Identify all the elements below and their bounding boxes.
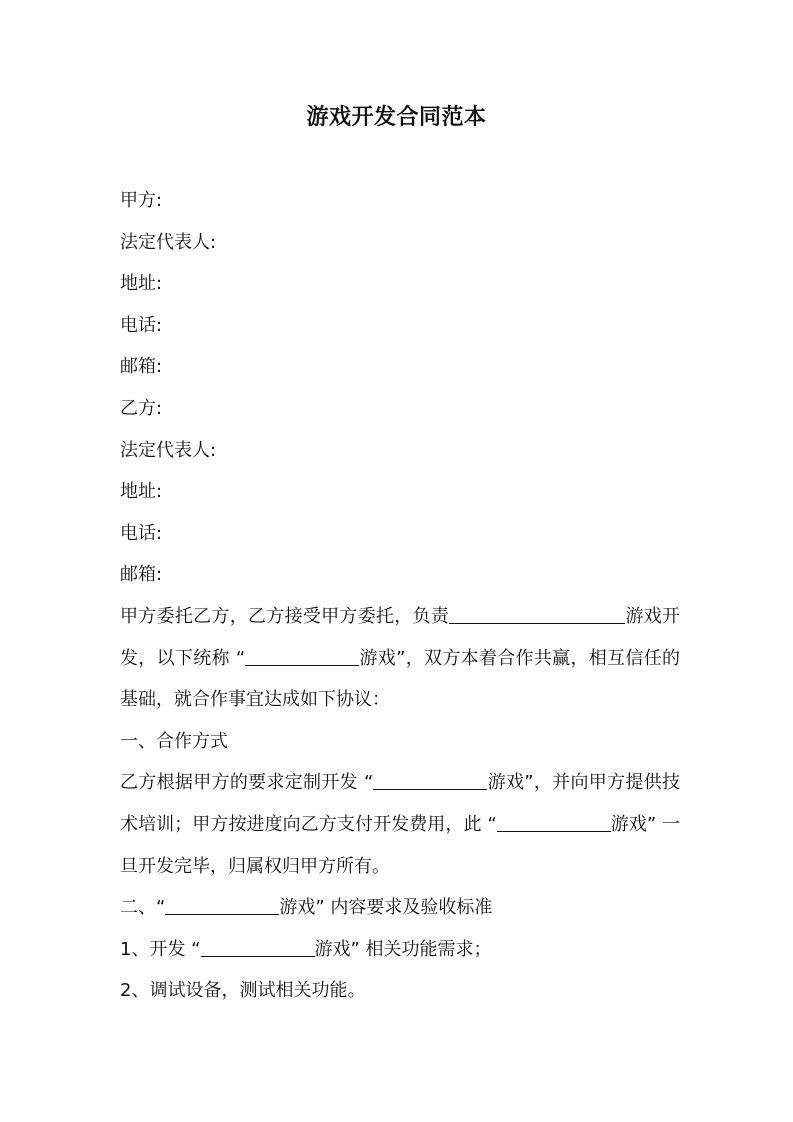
section-1-text-1: 乙方根据甲方的要求定制开发 “ xyxy=(120,772,374,794)
party-a-rep-label: 法定代表人: xyxy=(120,231,217,253)
section-2-item-2: 2、调试设备，测试相关功能。 xyxy=(120,980,366,1002)
game-name-blank xyxy=(449,605,625,624)
section-2-item-1-text-1: 1、开发 “ xyxy=(120,938,201,960)
party-b-phone-label: 电话: xyxy=(120,522,163,544)
party-a-address-label: 地址: xyxy=(120,273,163,295)
section-2-heading-text-2: 游戏” 内容要求及验收标准 xyxy=(279,897,493,919)
game-name-blank xyxy=(245,647,359,666)
party-a-phone-label: 电话: xyxy=(120,314,163,336)
game-name-blank xyxy=(497,813,611,832)
party-b-rep-label: 法定代表人: xyxy=(120,439,217,461)
document-title: 游戏开发合同范本 xyxy=(306,105,487,130)
section-2-heading xyxy=(120,887,680,929)
party-a-name-label: 甲方: xyxy=(120,190,163,211)
party-b-email-label: 邮箱: xyxy=(120,564,163,586)
intro-text-1: 甲方委托乙方，乙方接受甲方委托，负责 xyxy=(120,605,450,627)
section-1-text-2: 游戏”，并向甲方提供技术培训；甲方按进度向乙方支付开发费用，此 “ xyxy=(120,772,681,835)
intro-text-2: 游戏开发，以下统称 “ xyxy=(120,605,681,669)
section-1-paragraph xyxy=(120,762,680,887)
game-name-blank xyxy=(201,938,315,957)
party-b-name-label: 乙方: xyxy=(120,397,163,419)
game-name-blank xyxy=(373,771,487,790)
party-a-email-label: 邮箱: xyxy=(120,356,163,378)
section-2-item-1-text-2: 游戏” 相关功能需求； xyxy=(314,938,492,960)
section-2-item-1 xyxy=(120,929,680,971)
document-body xyxy=(120,180,680,1012)
section-1-text-3: 游戏” 一旦开发完毕，归属权归甲方所有。 xyxy=(120,813,681,877)
party-b-address-label: 地址: xyxy=(120,481,163,503)
section-2-heading-text-1: 二、“ xyxy=(120,897,166,919)
intro-paragraph xyxy=(120,596,680,721)
section-1-heading: 一、合作方式 xyxy=(120,730,228,752)
game-name-blank xyxy=(165,896,279,915)
intro-text-3: 游戏”，双方本着合作共赢，相互信任的基础，就合作事宜达成如下协议： xyxy=(120,647,681,711)
